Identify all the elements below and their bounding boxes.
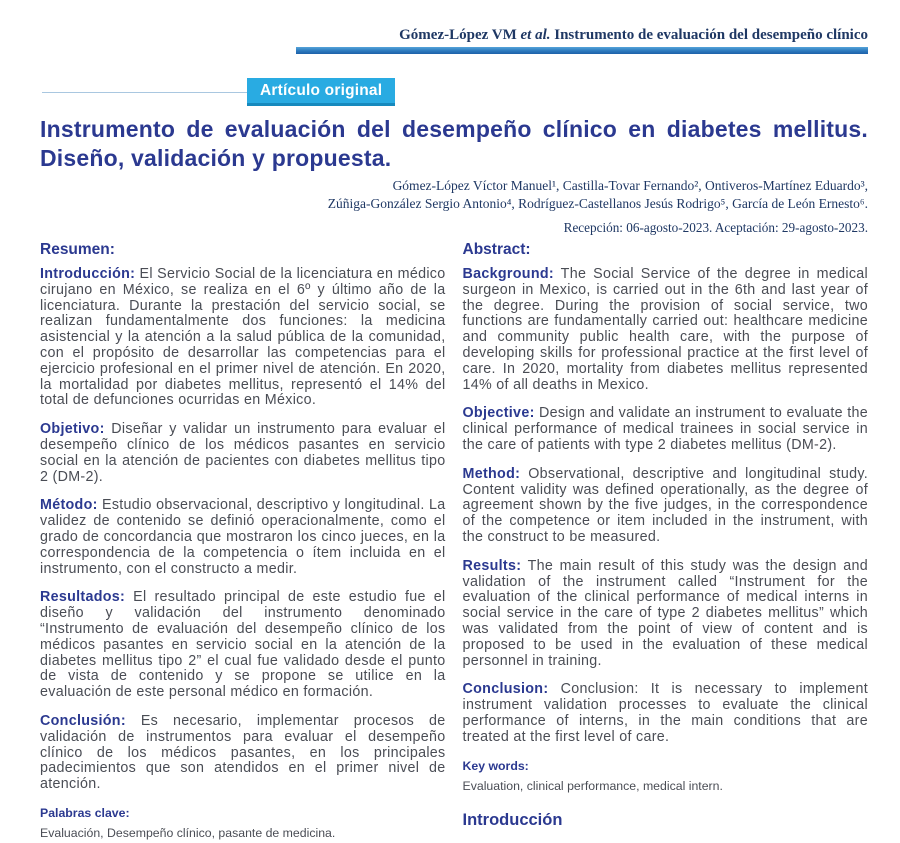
abstract-section-background [463, 267, 869, 393]
section-text: El resultado principal de este estudio fue el diseño y validación del instrumento denominado “Instrumento de evaluación del desempeño clínico de los médicos pasantes en servicio social en la atención de la diabetes mellitus tipo 2” el cual fue validado desde el punto de vista de contenido y se propone se utilice en la evaluación de este personal médico en formación. [40, 589, 446, 701]
section-label: Resultados: [40, 589, 126, 606]
section-label: Conclusión: [40, 712, 126, 729]
reception-dates: Recepción: 06-agosto-2023. Aceptación: 29-agosto-2023. [563, 220, 868, 235]
running-head-authors: Gómez-López VM [399, 27, 517, 43]
section-label: Método: [40, 497, 98, 514]
section-text: Conclusion: It is necessary to implement instrument validation processes to evaluate the clinical performance of interns, in the main conditions that are treated at the first level of care. [462, 681, 868, 745]
resumen-section-introduccion [40, 267, 446, 409]
section-label: Objective: [462, 405, 535, 422]
abstract-columns [40, 241, 868, 843]
key-words-text: Evaluation, clinical performance, medical intern. [462, 778, 723, 793]
article-type-badge: Artículo original [247, 78, 395, 106]
resumen-column [40, 241, 446, 843]
badge-row [0, 78, 900, 106]
author-list [40, 177, 868, 212]
section-label: Method: [462, 465, 521, 482]
key-words-label: Key words: [462, 758, 529, 773]
section-label: Objetivo: [40, 421, 105, 438]
section-text: Diseñar y validar un instrumento para evaluar el desempeño clínico de los médicos pasantes en servicio social en la atención de pacientes con diabetes mellitus tipo 2 (DM-2). [40, 421, 446, 485]
abstract-column [463, 241, 869, 843]
running-head-etal: et al. [516, 27, 555, 43]
section-text: El Servicio Social de la licenciatura en médico cirujano en México, se realiza en el 6º y último año de la licenciatura. Durante la prestación del servicio social, se realizan fundamentalmente dos funciones: la medicina asistencial y la atención a la salud pública de la comunidad, con el propósito de desarrollar las competencias para el ejercicio profesional en el primer nivel de atención. En 2020, la mortalidad por diabetes mellitus, representó el 14% del total de defunciones ocurridas en México. [40, 266, 446, 409]
abstract-section-method [463, 467, 869, 546]
section-text: Estudio observacional, descriptivo y longitudinal. La validez de contenido se definió operacionalmente, como el grado de concordancia que mostraron los cinco jueces, en la correspondencia de la competencia o ítem incluida en el instrumento, con el constructo a medir. [40, 497, 446, 577]
section-label: Conclusion: [462, 681, 549, 698]
palabras-clave-label: Palabras clave: [40, 805, 130, 820]
section-label: Results: [462, 557, 522, 574]
page-header [0, 0, 900, 54]
section-text: Observational, descriptive and longitudinal study. Content validity was defined operationally, as the degree of agreement shown by the five judges, in the correspondence of the competence or item included in the instrument, with the construct to be measured. [462, 465, 868, 545]
resumen-section-metodo [40, 498, 446, 577]
section-label: Background: [462, 266, 554, 282]
resumen-section-resultados [40, 590, 446, 701]
section-label: Introducción: [40, 266, 136, 282]
section-text: The Social Service of the degree in medical surgeon in Mexico, is carried out in the 6th and last year of the degree. During the provision of social service, two functions are fundamentally carried out: healthcare medicine and community public health care, with the purpose of developing skills for professional practice at the first level of care. In 2020, mortality from diabetes mellitus represented 14% of all deaths in Mexico. [462, 266, 868, 393]
section-text: Es necesario, implementar procesos de validación de instrumentos para evaluar el desempeño clínico de los médicos pasantes, en los principales padecimientos que son atendidos en el primer nivel de atención. [40, 712, 446, 793]
article-title: Instrumento de evaluación del desempeño clínico en diabetes mellitus. Diseño, validación y propuesta. [40, 116, 868, 171]
abstract-heading: Abstract: [462, 241, 531, 258]
resumen-heading: Resumen: [40, 241, 115, 258]
abstract-section-objective [463, 406, 869, 453]
running-head-title: Instrumento de evaluación del desempeño clínico [554, 27, 868, 43]
introduction-section-heading: Introducción [462, 810, 563, 829]
author-line-1: Gómez-López Víctor Manuel¹, Castilla-Tovar Fernando², Ontiveros-Martínez Eduardo³, [392, 178, 868, 193]
abstract-section-results [463, 559, 869, 670]
running-head [0, 0, 900, 44]
header-rule-bar [296, 47, 868, 54]
palabras-clave-text: Evaluación, Desempeño clínico, pasante de medicina. [40, 825, 336, 840]
resumen-section-objetivo [40, 422, 446, 485]
abstract-section-conclusion [463, 682, 869, 745]
section-text: The main result of this study was the design and validation of the instrument called “Instrument for the evaluation of the clinical performance of medical interns in social service in the care of type 2 diabetes mellitus” which was validated from the point of view of content and is proposed to be used in the evaluation of these medical personnel in training. [462, 557, 869, 669]
section-text: Design and validate an instrument to evaluate the clinical performance of medical trainees in social service in the care of patients with type 2 diabetes mellitus (DM-2). [462, 405, 869, 453]
resumen-section-conclusion [40, 714, 446, 793]
author-line-2: Zúñiga-González Sergio Antonio⁴, Rodríguez-Castellanos Jesús Rodrigo⁵, García de León Ernesto⁶. [327, 195, 868, 211]
article-content [0, 115, 900, 843]
badge-leader-line [42, 92, 247, 93]
